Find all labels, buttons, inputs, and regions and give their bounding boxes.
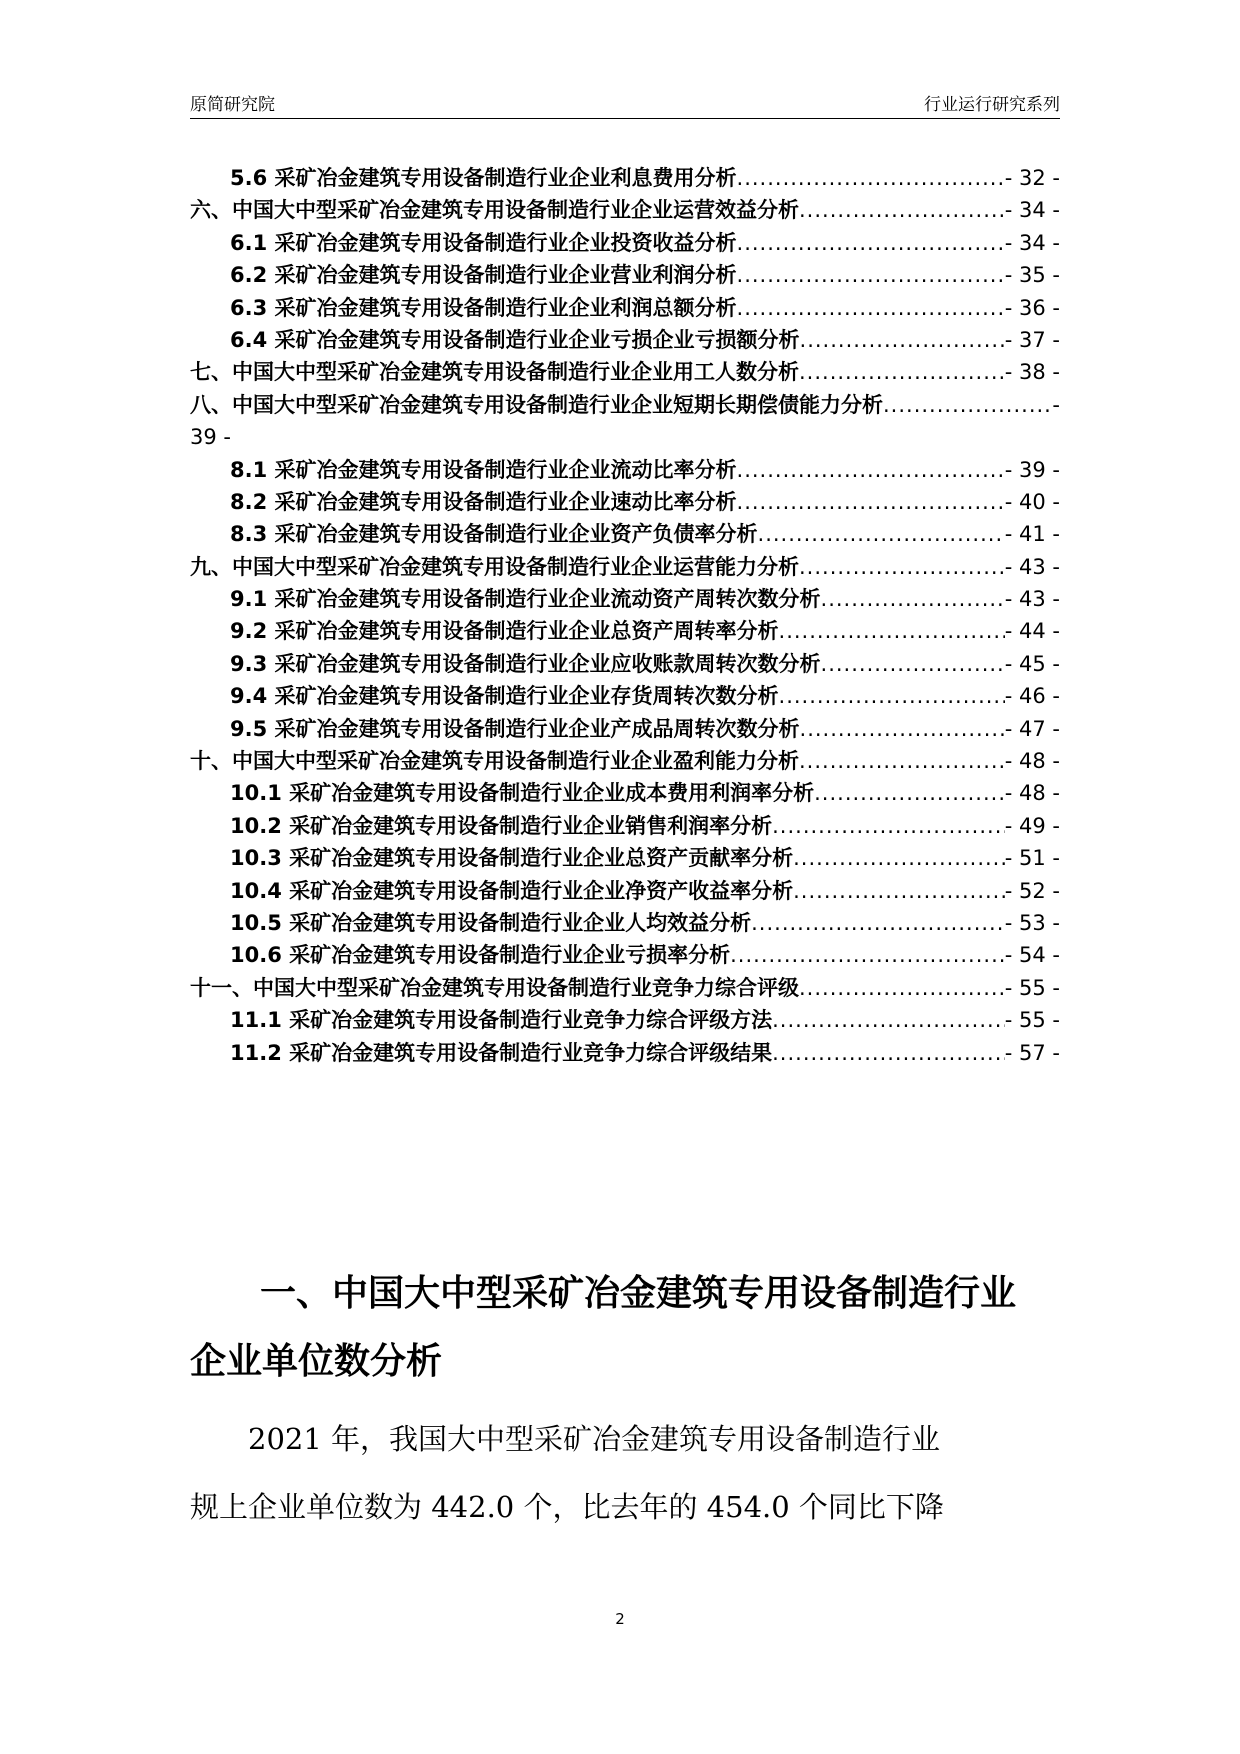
toc-leader-dots (737, 486, 1005, 518)
toc-entry-title: 9.5 采矿冶金建筑专用设备制造行业企业产成品周转次数分析 (230, 716, 800, 741)
toc-entry-title: 5.6 采矿冶金建筑专用设备制造行业企业利息费用分析 (230, 166, 737, 190)
toc-entry[interactable] (190, 518, 1060, 550)
toc-entry-page: - 39 - (1004, 457, 1060, 482)
toc-entry[interactable] (190, 454, 1060, 486)
toc-leader-dots (772, 1037, 1005, 1069)
page-number: 2 (615, 1610, 625, 1628)
section-heading-line1: 一、中国大中型采矿冶金建筑专用设备制造行业 (260, 1273, 1017, 1314)
toc-entry-page: - (1052, 392, 1060, 417)
toc-entry[interactable] (190, 842, 1060, 874)
toc-leader-dots (821, 648, 1005, 680)
toc-entry-page: - 55 - (1004, 1008, 1060, 1033)
toc-leader-dots (821, 583, 1005, 615)
toc-entry-page: - 57 - (1004, 1040, 1060, 1065)
toc-entry-page: - 43 - (1004, 587, 1060, 612)
toc-entry-page: - 38 - (1004, 360, 1060, 385)
toc-entry[interactable] (190, 939, 1060, 971)
toc-entry[interactable] (190, 680, 1060, 712)
toc-entry-title: 10.2 采矿冶金建筑专用设备制造行业企业销售利润率分析 (230, 813, 773, 838)
toc-entry[interactable] (190, 324, 1060, 356)
toc-leader-dots (779, 680, 1005, 712)
toc-leader-dots (799, 745, 1005, 777)
toc-entry[interactable] (190, 162, 1060, 194)
toc-entry-page: - 36 - (1004, 295, 1060, 320)
section-heading-line2: 企业单位数分析 (190, 1341, 443, 1382)
toc-entry-title: 11.1 采矿冶金建筑专用设备制造行业竞争力综合评级方法 (230, 1008, 773, 1033)
toc-entry-title: 10.4 采矿冶金建筑专用设备制造行业企业净资产收益率分析 (230, 878, 794, 903)
toc-entry-title: 八、中国大中型采矿冶金建筑专用设备制造行业企业短期长期偿债能力分析 (190, 392, 883, 417)
toc-leader-dots (737, 259, 1005, 291)
toc-entry[interactable] (190, 1004, 1060, 1036)
header-org: 原简研究院 (190, 95, 275, 115)
toc-entry-title: 十、中国大中型采矿冶金建筑专用设备制造行业企业盈利能力分析 (190, 749, 799, 774)
toc-leader-dots (730, 939, 1005, 971)
toc-leader-dots (737, 227, 1005, 259)
toc-leader-dots (793, 842, 1005, 874)
toc-entry[interactable] (190, 551, 1060, 583)
toc-leader-dots (799, 972, 1005, 1004)
toc-entry-title: 9.3 采矿冶金建筑专用设备制造行业企业应收账款周转次数分析 (230, 651, 821, 676)
toc-entry-title: 11.2 采矿冶金建筑专用设备制造行业竞争力综合评级结果 (230, 1040, 773, 1065)
toc-entry[interactable] (190, 875, 1060, 907)
toc-entry-page: - 47 - (1004, 716, 1060, 741)
toc-entry-page: - 34 - (1004, 230, 1060, 255)
toc-leader-dots (772, 1004, 1005, 1036)
toc-entry-page: - 34 - (1004, 198, 1060, 223)
toc-entry-title: 10.6 采矿冶金建筑专用设备制造行业企业亏损率分析 (230, 943, 731, 968)
toc-entry-title: 六、中国大中型采矿冶金建筑专用设备制造行业企业运营效益分析 (190, 198, 799, 223)
toc-leader-dots (737, 454, 1005, 486)
toc-entry-title: 6.4 采矿冶金建筑专用设备制造行业企业亏损企业亏损额分析 (230, 327, 800, 352)
toc-entry-title: 9.2 采矿冶金建筑专用设备制造行业企业总资产周转率分析 (230, 619, 779, 644)
toc-entry-title: 七、中国大中型采矿冶金建筑专用设备制造行业企业用工人数分析 (190, 360, 799, 385)
toc-entry-page: - 48 - (1004, 781, 1060, 806)
body-paragraph-line2: 规上企业单位数为 442.0 个，比去年的 454.0 个同比下降 (190, 1490, 944, 1524)
section-heading (190, 1260, 1060, 1396)
toc-entry-page: - 32 - (1004, 166, 1060, 190)
toc-entry-title: 6.1 采矿冶金建筑专用设备制造行业企业投资收益分析 (230, 230, 737, 255)
body-paragraph-line1: 2021 年，我国大中型采矿冶金建筑专用设备制造行业 (248, 1422, 941, 1456)
toc-entry[interactable] (190, 907, 1060, 939)
toc-entry[interactable] (190, 713, 1060, 745)
toc-entry-page: - 45 - (1004, 651, 1060, 676)
toc-entry-page: - 43 - (1004, 554, 1060, 579)
toc-leader-dots (799, 551, 1005, 583)
toc-entry[interactable] (190, 745, 1060, 777)
toc-entry-page: - 49 - (1004, 813, 1060, 838)
toc-leader-dots (799, 356, 1005, 388)
toc-entry[interactable] (190, 259, 1060, 291)
toc-entry-title: 8.3 采矿冶金建筑专用设备制造行业企业资产负债率分析 (230, 522, 758, 547)
toc-entry-title: 十一、中国大中型采矿冶金建筑专用设备制造行业竞争力综合评级 (190, 975, 799, 1000)
toc-entry[interactable] (190, 486, 1060, 518)
toc-entry[interactable] (190, 227, 1060, 259)
toc-entry[interactable] (190, 356, 1060, 388)
toc-leader-dots (772, 810, 1005, 842)
toc-entry-page-wrap: 39 - (190, 425, 231, 450)
toc-entry-title: 10.3 采矿冶金建筑专用设备制造行业企业总资产贡献率分析 (230, 846, 794, 871)
toc-entry-page: - 40 - (1004, 489, 1060, 514)
toc-entry-page: - 52 - (1004, 878, 1060, 903)
toc-leader-dots (779, 615, 1005, 647)
toc-entry-page: - 48 - (1004, 749, 1060, 774)
toc-entry-title: 8.1 采矿冶金建筑专用设备制造行业企业流动比率分析 (230, 457, 737, 482)
toc-entry[interactable] (190, 972, 1060, 1004)
toc-leader-dots (793, 875, 1005, 907)
table-of-contents (190, 162, 1060, 1069)
toc-entry-page: - 51 - (1004, 846, 1060, 871)
toc-leader-dots (737, 162, 1005, 194)
toc-entry[interactable] (190, 1037, 1060, 1069)
toc-entry[interactable] (190, 615, 1060, 647)
toc-leader-dots (751, 907, 1005, 939)
toc-entry-title: 6.3 采矿冶金建筑专用设备制造行业企业利润总额分析 (230, 295, 737, 320)
toc-entry-title: 8.2 采矿冶金建筑专用设备制造行业企业速动比率分析 (230, 489, 737, 514)
toc-leader-dots (800, 713, 1005, 745)
toc-leader-dots (800, 324, 1005, 356)
toc-entry-title: 9.1 采矿冶金建筑专用设备制造行业企业流动资产周转次数分析 (230, 587, 821, 612)
page-header (190, 86, 1060, 119)
toc-entry[interactable] (190, 810, 1060, 842)
toc-entry-page: - 55 - (1004, 975, 1060, 1000)
header-series: 行业运行研究系列 (924, 95, 1060, 115)
toc-leader-dots (737, 292, 1005, 324)
toc-entry-page: - 41 - (1004, 522, 1060, 547)
toc-entry-title: 9.4 采矿冶金建筑专用设备制造行业企业存货周转次数分析 (230, 684, 779, 709)
toc-leader-dots (883, 389, 1052, 421)
toc-entry-title: 九、中国大中型采矿冶金建筑专用设备制造行业企业运营能力分析 (190, 554, 799, 579)
toc-leader-dots (799, 194, 1005, 226)
body-paragraph (190, 1405, 1060, 1541)
toc-entry[interactable] (190, 194, 1060, 226)
toc-entry-page: - 54 - (1004, 943, 1060, 968)
toc-leader-dots (814, 777, 1005, 809)
toc-entry[interactable] (190, 389, 1060, 454)
toc-entry[interactable] (190, 777, 1060, 809)
toc-entry[interactable] (190, 648, 1060, 680)
toc-entry-page: - 37 - (1004, 327, 1060, 352)
toc-leader-dots (758, 518, 1005, 550)
toc-entry-title: 10.1 采矿冶金建筑专用设备制造行业企业成本费用利润率分析 (230, 781, 815, 806)
toc-entry-page: - 53 - (1004, 911, 1060, 935)
toc-entry-page: - 44 - (1004, 619, 1060, 644)
toc-entry-title: 10.5 采矿冶金建筑专用设备制造行业企业人均效益分析 (230, 911, 752, 935)
toc-entry[interactable] (190, 292, 1060, 324)
toc-entry[interactable] (190, 583, 1060, 615)
toc-entry-title: 6.2 采矿冶金建筑专用设备制造行业企业营业利润分析 (230, 263, 737, 288)
toc-entry-page: - 35 - (1004, 263, 1060, 288)
toc-entry-page: - 46 - (1004, 684, 1060, 709)
